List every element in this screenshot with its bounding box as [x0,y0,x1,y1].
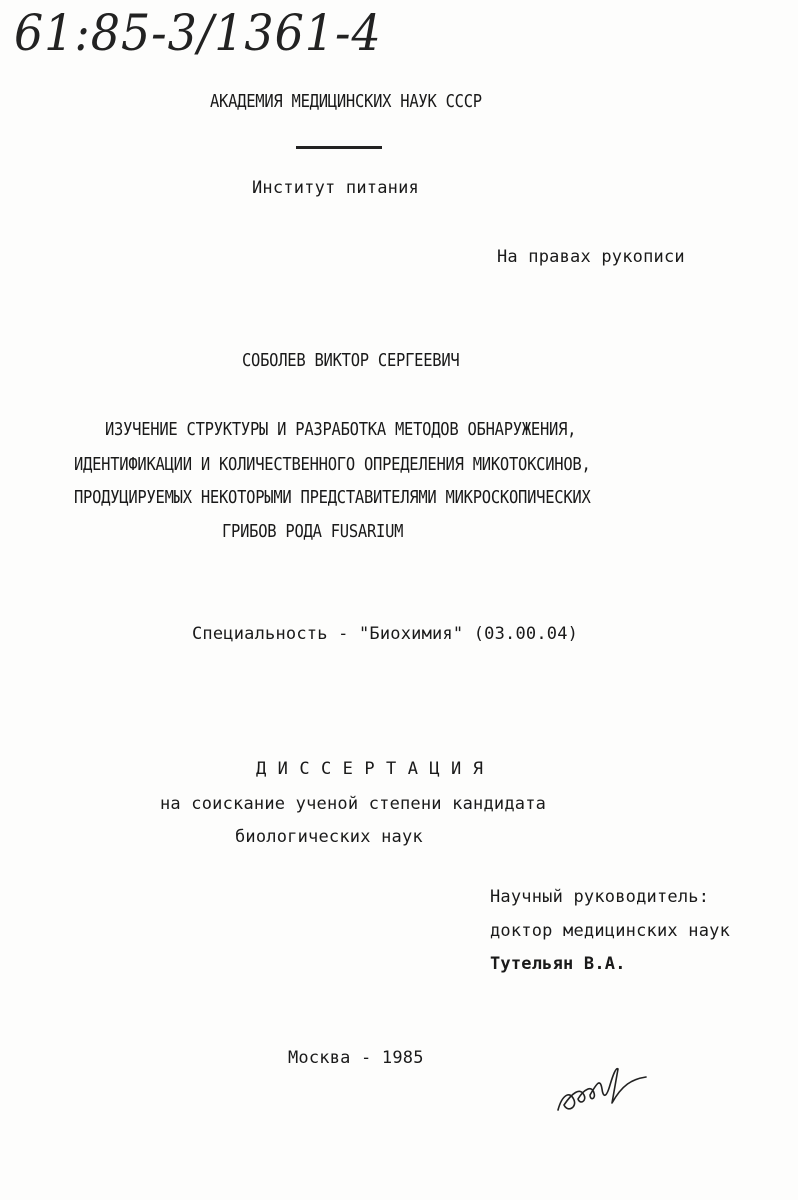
handwritten-archive-code: 61:85-3/1361-4 [14,4,382,62]
handwritten-signature [550,1055,660,1125]
institute-name: Институт питания [252,178,419,198]
supervisor-name: Тутельян В.А. [490,954,626,974]
manuscript-rights-note: На правах рукописи [497,247,685,267]
heading-divider [296,146,382,149]
place-year: Москва - 1985 [288,1048,424,1068]
academy-heading: АКАДЕМИЯ МЕДИЦИНСКИХ НАУК СССР [210,91,482,112]
dissertation-field-line: биологических наук [235,827,423,847]
supervisor-label: Научный руководитель: [490,887,710,907]
title-line-1: ИЗУЧЕНИЕ СТРУКТУРЫ И РАЗРАБОТКА МЕТОДОВ ОБНАРУЖЕНИЯ, [105,419,577,440]
title-line-2: ИДЕНТИФИКАЦИИ И КОЛИЧЕСТВЕННОГО ОПРЕДЕЛЕНИЯ МИКОТОКСИНОВ, [74,454,591,475]
title-line-4: ГРИБОВ РОДА FUSARIUM [222,521,404,542]
dissertation-degree-line: на соискание ученой степени кандидата [160,794,547,814]
specialty-line: Специальность - "Биохимия" (03.00.04) [192,624,579,644]
title-line-3: ПРОДУЦИРУЕМЫХ НЕКОТОРЫМИ ПРЕДСТАВИТЕЛЯМИ МИКРОСКОПИЧЕСКИХ [74,487,591,508]
author-name: СОБОЛЕВ ВИКТОР СЕРГЕЕВИЧ [242,350,460,371]
supervisor-degree: доктор медицинских наук [490,921,731,941]
dissertation-heading: Д И С С Е Р Т А Ц И Я [256,759,484,779]
